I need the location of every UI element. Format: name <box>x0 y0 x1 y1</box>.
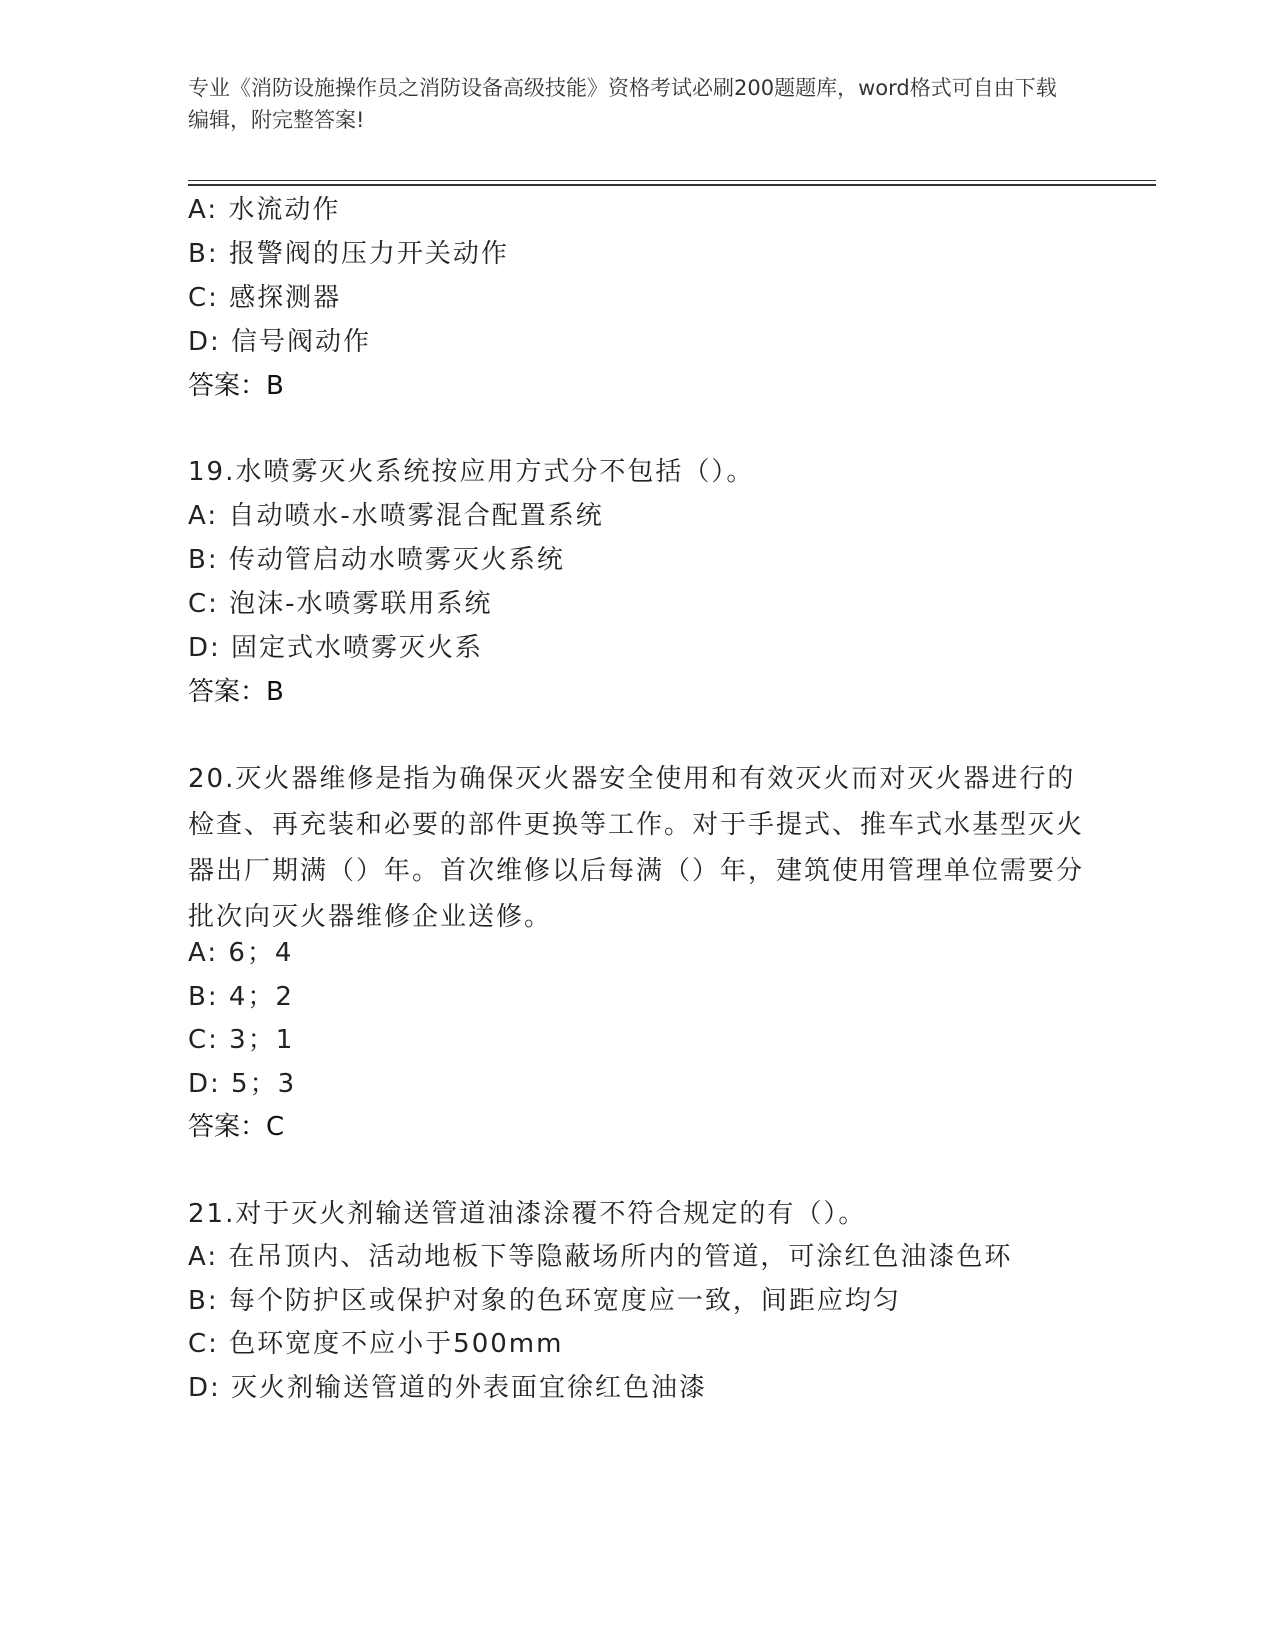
header-divider-thick <box>188 184 1156 186</box>
header-divider <box>188 180 1156 181</box>
document-header: 专业《消防设施操作员之消防设备高级技能》资格考试必刷200题题库，word格式可自由下载编辑，附完整答案! <box>188 76 1057 132</box>
q18-option-d: D: 信号阀动作 <box>188 327 372 357</box>
q19-option-c: C: 泡沫-水喷雾联用系统 <box>188 589 493 619</box>
q21-option-b: B: 每个防护区或保护对象的色环宽度应一致，间距应均匀 <box>188 1286 901 1316</box>
q20-option-b: B: 4；2 <box>188 982 294 1012</box>
q21-option-c: C: 色环宽度不应小于500mm <box>188 1329 564 1359</box>
q19-option-b: B: 传动管启动水喷雾灭火系统 <box>188 545 565 575</box>
q18-option-c: C: 感探测器 <box>188 283 342 313</box>
q18-answer: 答案：B <box>188 371 284 401</box>
q21-option-d: D: 灭火剂输送管道的外表面宜徐红色油漆 <box>188 1373 708 1403</box>
q20-option-d: D: 5；3 <box>188 1069 297 1099</box>
q21-question: 21.对于灭火剂输送管道油漆涂覆不符合规定的有（）。 <box>188 1199 867 1229</box>
q20-question: 20.灭火器维修是指为确保灭火器安全使用和有效灭火而对灭火器进行的检查、再充装和必要的部件更换等工作。对于手提式、推车式水基型灭火器出厂期满（）年。首次维修以后每满（）年，建筑使用管理单位需要分批次向灭火器维修企业送修。 <box>188 764 1085 932</box>
q19-option-a: A: 自动喷水-水喷雾混合配置系统 <box>188 501 604 531</box>
q19-question: 19.水喷雾灭火系统按应用方式分不包括（）。 <box>188 457 755 487</box>
q19-option-d: D: 固定式水喷雾灭火系 <box>188 633 484 663</box>
q20-option-a: A: 6；4 <box>188 938 294 968</box>
q20-option-c: C: 3；1 <box>188 1025 295 1055</box>
q18-option-b: B: 报警阀的压力开关动作 <box>188 239 509 269</box>
q18-option-a: A: 水流动作 <box>188 195 341 225</box>
q20-answer: 答案：C <box>188 1112 285 1142</box>
q21-option-a: A: 在吊顶内、活动地板下等隐蔽场所内的管道，可涂红色油漆色环 <box>188 1242 1013 1272</box>
q19-answer: 答案：B <box>188 677 284 707</box>
